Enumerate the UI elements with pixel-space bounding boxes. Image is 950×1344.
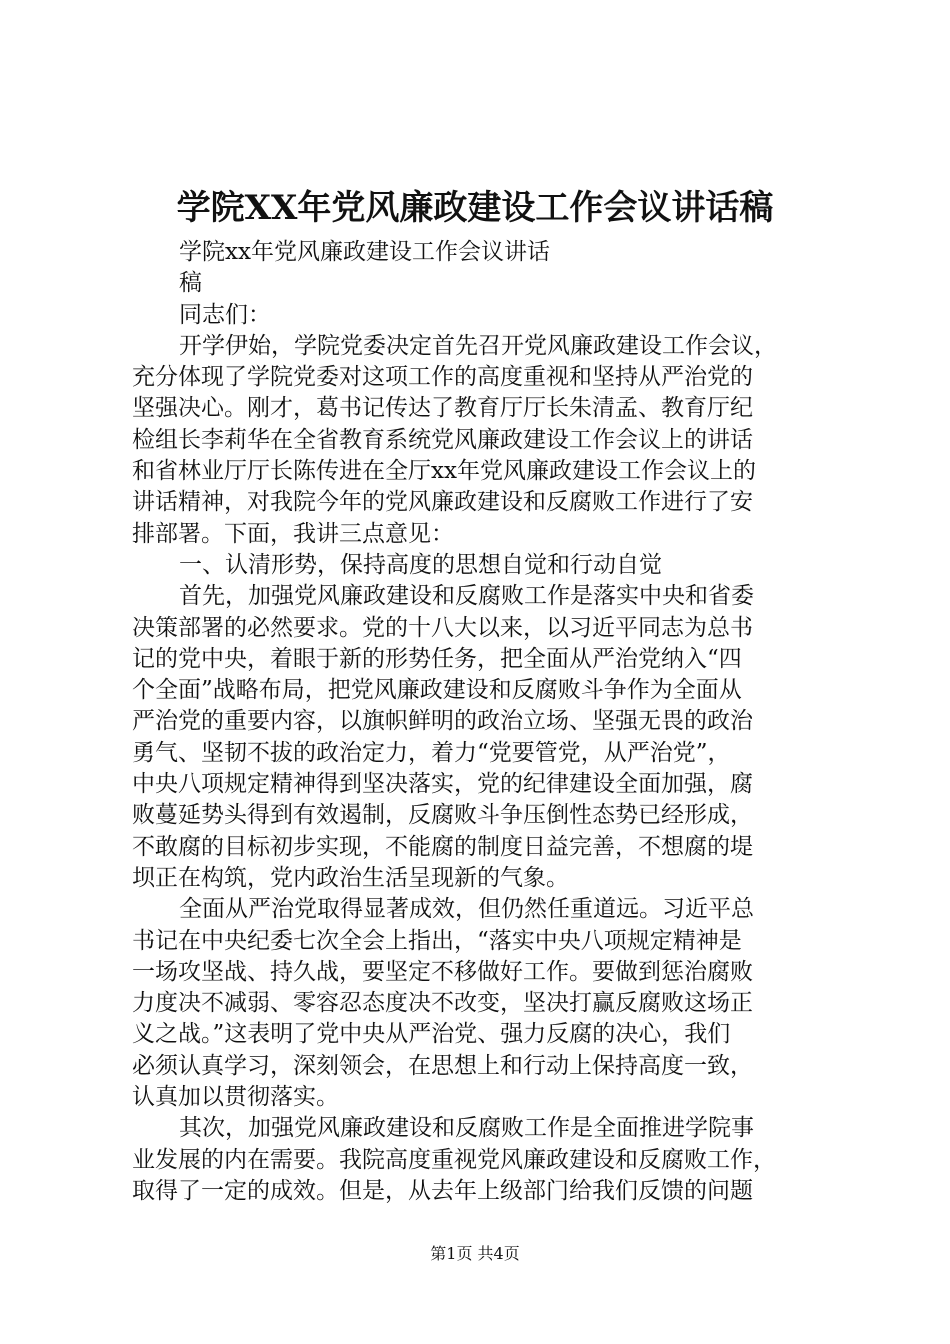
text-line: 一、认清形势，保持高度的思想自觉和行动自觉 <box>179 551 662 578</box>
text-line: 取得了一定的成效。但是，从去年上级部门给我们反馈的问题 <box>132 1177 753 1204</box>
text-line: 必须认真学习，深刻领会，在思想上和行动上保持高度一致， <box>132 1052 753 1079</box>
text-line: 力度决不减弱、零容忍态度决不改变，坚决打赢反腐败这场正 <box>132 990 753 1017</box>
text-line: 坚强决心。刚才，葛书记传达了教育厅厅长朱清孟、教育厅纪 <box>132 395 753 422</box>
text-line: 义之战。”这表明了党中央从严治党、强力反腐的决心，我们 <box>132 1021 731 1048</box>
text-line: 首先，加强党风廉政建设和反腐败工作是落实中央和省委 <box>179 583 754 610</box>
text-line: 严治党的重要内容，以旗帜鲜明的政治立场、坚强无畏的政治 <box>132 708 753 735</box>
document-title: 学院XX年党风廉政建设工作会议讲话稿 <box>176 188 774 228</box>
text-line: 学院xx年党风廉政建设工作会议讲话 <box>179 239 550 265</box>
text-line: 个全面”战略布局，把党风廉政建设和反腐败斗争作为全面从 <box>132 677 742 704</box>
text-line: 检组长李莉华在全省教育系统党风廉政建设工作会议上的讲话 <box>132 426 753 453</box>
text-line: 讲话精神，对我院今年的党风廉政建设和反腐败工作进行了安 <box>132 489 753 516</box>
page-footer: 第1页 共4页 <box>430 1244 520 1263</box>
text-line: 业发展的内在需要。我院高度重视党风廉政建设和反腐败工作， <box>132 1146 776 1173</box>
text-line: 一场攻坚战、持久战，要坚定不移做好工作。要做到惩治腐败 <box>132 958 753 985</box>
text-line: 坝正在构筑，党内政治生活呈现新的气象。 <box>132 864 569 891</box>
text-line: 稿 <box>179 270 202 297</box>
text-line: 全面从严治党取得显著成效，但仍然任重道远。习近平总 <box>179 896 754 923</box>
text-line: 其次，加强党风廉政建设和反腐败工作是全面推进学院事 <box>179 1115 754 1142</box>
text-line: 认真加以贯彻落实。 <box>132 1084 339 1111</box>
text-line: 和省林业厅厅长陈传进在全厅xx年党风廉政建设工作会议上的 <box>132 458 756 485</box>
text-line: 中央八项规定精神得到坚决落实，党的纪律建设全面加强，腐 <box>132 771 753 798</box>
text-line: 不敢腐的目标初步实现，不能腐的制度日益完善，不想腐的堤 <box>132 833 753 860</box>
text-line: 记的党中央，着眼于新的形势任务，把全面从严治党纳入“四 <box>132 645 742 672</box>
text-line: 同志们： <box>179 301 271 328</box>
text-line: 排部署。下面，我讲三点意见： <box>132 520 454 547</box>
text-line: 败蔓延势头得到有效遏制，反腐败斗争压倒性态势已经形成， <box>132 802 753 829</box>
text-line: 决策部署的必然要求。党的十八大以来，以习近平同志为总书 <box>132 614 753 641</box>
text-line: 书记在中央纪委七次全会上指出，“落实中央八项规定精神是 <box>132 927 742 954</box>
text-line: 充分体现了学院党委对这项工作的高度重视和坚持从严治党的 <box>132 364 753 391</box>
document-body <box>132 237 837 1207</box>
text-line: 勇气、坚韧不拔的政治定力，着力“党要管党，从严治党”， <box>132 739 731 766</box>
text-line: 开学伊始，学院党委决定首先召开党风廉政建设工作会议， <box>179 332 777 359</box>
